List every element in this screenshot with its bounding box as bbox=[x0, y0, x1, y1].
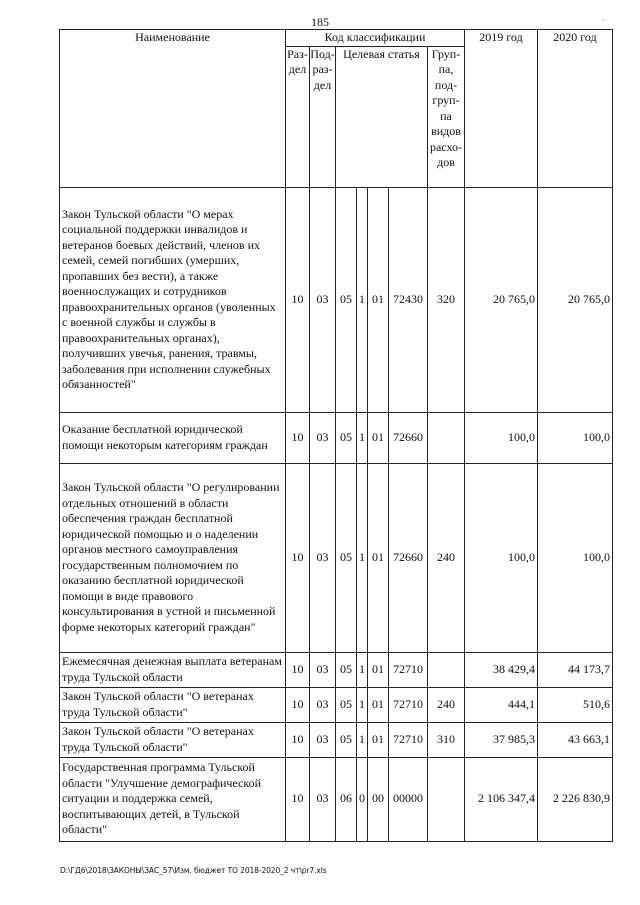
row-podrazdel: 03 bbox=[310, 757, 336, 841]
row-name: Закон Тульской области "О ветеранах труда Тульской области" bbox=[60, 687, 286, 722]
row-expense-type: 320 bbox=[428, 187, 465, 412]
row-value-2019: 100,0 bbox=[465, 412, 538, 463]
row-target-sub: 1 bbox=[357, 652, 368, 687]
row-name: Оказание бесплатной юридической помощи некоторым категориям граждан bbox=[60, 412, 286, 463]
row-target-sub: 1 bbox=[357, 187, 368, 412]
header-subsection: Под-раз-дел bbox=[310, 46, 336, 187]
row-expense-type: 240 bbox=[428, 687, 465, 722]
header-year-2020: 2020 год bbox=[538, 30, 613, 188]
row-expense-type: 240 bbox=[428, 463, 465, 652]
row-value-2019: 20 765,0 bbox=[465, 187, 538, 412]
row-razdel: 10 bbox=[286, 187, 310, 412]
row-podrazdel: 03 bbox=[310, 463, 336, 652]
row-target-program: 05 bbox=[336, 187, 357, 412]
row-razdel: 10 bbox=[286, 652, 310, 687]
row-razdel: 10 bbox=[286, 757, 310, 841]
row-value-2020: 100,0 bbox=[538, 412, 613, 463]
row-expense-type bbox=[428, 757, 465, 841]
row-razdel: 10 bbox=[286, 722, 310, 757]
table-row bbox=[60, 652, 613, 687]
row-value-2020: 510,6 bbox=[538, 687, 613, 722]
row-value-2020: 43 663,1 bbox=[538, 722, 613, 757]
row-target-direction: 72660 bbox=[389, 412, 428, 463]
row-target-sub: 1 bbox=[357, 412, 368, 463]
row-target-main: 01 bbox=[368, 463, 389, 652]
row-podrazdel: 03 bbox=[310, 187, 336, 412]
row-name: Закон Тульской области "О мерах социальной поддержки инвалидов и ветеранов боевых действий, членов их семей, семей погибших (умерших, пропавших без вести), а также военнослужащих и сотрудников правоохранительных органов (уволенных с военной службы и службы в правоохранительных органах), получивших увечья, ранения, травмы, заболевания при исполнении служебных обязанностей" bbox=[60, 187, 286, 412]
row-target-direction: 00000 bbox=[389, 757, 428, 841]
header-code-group: Код классификации bbox=[286, 30, 465, 47]
row-name: Закон Тульской области "О ветеранах труда Тульской области" bbox=[60, 722, 286, 757]
row-target-direction: 72710 bbox=[389, 687, 428, 722]
row-target-program: 05 bbox=[336, 687, 357, 722]
page-number: 185 bbox=[311, 15, 329, 29]
row-target-direction: 72430 bbox=[389, 187, 428, 412]
header-target: Целевая статья bbox=[336, 46, 428, 187]
row-value-2019: 100,0 bbox=[465, 463, 538, 652]
row-target-sub: 1 bbox=[357, 463, 368, 652]
row-podrazdel: 03 bbox=[310, 687, 336, 722]
row-name: Ежемесячная денежная выплата ветеранам труда Тульской области bbox=[60, 652, 286, 687]
row-razdel: 10 bbox=[286, 463, 310, 652]
row-target-main: 01 bbox=[368, 722, 389, 757]
header-row-top bbox=[60, 30, 613, 47]
row-target-program: 05 bbox=[336, 463, 357, 652]
row-target-sub: 1 bbox=[357, 687, 368, 722]
row-target-program: 05 bbox=[336, 412, 357, 463]
row-target-program: 06 bbox=[336, 757, 357, 841]
row-target-main: 01 bbox=[368, 652, 389, 687]
table-row bbox=[60, 412, 613, 463]
row-expense-type bbox=[428, 412, 465, 463]
row-name: Закон Тульской области "О регулировании отдельных отношений в области обеспечения граждан бесплатной юридической помощью и о наделении органов местного самоуправления государственным полномочием по оказанию бесплатной юридической помощи в виде правового консультирования в устной и письменной форме некоторых категорий граждан" bbox=[60, 463, 286, 652]
table-row bbox=[60, 187, 613, 412]
header-name: Наименование bbox=[60, 30, 286, 188]
row-razdel: 10 bbox=[286, 687, 310, 722]
row-value-2019: 2 106 347,4 bbox=[465, 757, 538, 841]
row-target-main: 01 bbox=[368, 687, 389, 722]
row-podrazdel: 03 bbox=[310, 412, 336, 463]
corner-mark: · bbox=[602, 16, 605, 25]
header-group: Груп-па, под-груп-па видов расхо-дов bbox=[428, 46, 465, 187]
row-target-main: 01 bbox=[368, 187, 389, 412]
row-target-direction: 72710 bbox=[389, 722, 428, 757]
table-row bbox=[60, 463, 613, 652]
row-expense-type bbox=[428, 652, 465, 687]
row-target-direction: 72710 bbox=[389, 652, 428, 687]
row-value-2020: 20 765,0 bbox=[538, 187, 613, 412]
row-value-2019: 38 429,4 bbox=[465, 652, 538, 687]
row-target-main: 01 bbox=[368, 412, 389, 463]
row-podrazdel: 03 bbox=[310, 722, 336, 757]
row-value-2020: 100,0 bbox=[538, 463, 613, 652]
row-value-2019: 37 985,3 bbox=[465, 722, 538, 757]
table-row bbox=[60, 687, 613, 722]
header-year-2019: 2019 год bbox=[465, 30, 538, 188]
row-target-sub: 1 bbox=[357, 722, 368, 757]
row-target-main: 00 bbox=[368, 757, 389, 841]
row-target-sub: 0 bbox=[357, 757, 368, 841]
row-razdel: 10 bbox=[286, 412, 310, 463]
row-target-direction: 72660 bbox=[389, 463, 428, 652]
header-section: Раз-дел bbox=[286, 46, 310, 187]
row-podrazdel: 03 bbox=[310, 652, 336, 687]
row-target-program: 05 bbox=[336, 652, 357, 687]
table-row bbox=[60, 757, 613, 841]
row-name: Государственная программа Тульской области "Улучшение демографической ситуации и поддержка семей, воспитывающих детей, в Тульской области" bbox=[60, 757, 286, 841]
row-value-2020: 2 226 830,9 bbox=[538, 757, 613, 841]
table-row bbox=[60, 722, 613, 757]
footer-file-path: D:\ГД6\2018\ЗАКОНЫ\ЗАС_57\Изм. бюджет ТО 2018-2020_2 чт\pr7.xls bbox=[60, 866, 327, 875]
row-target-program: 05 bbox=[336, 722, 357, 757]
row-expense-type: 310 bbox=[428, 722, 465, 757]
budget-table bbox=[59, 29, 613, 842]
row-value-2020: 44 173,7 bbox=[538, 652, 613, 687]
row-value-2019: 444,1 bbox=[465, 687, 538, 722]
